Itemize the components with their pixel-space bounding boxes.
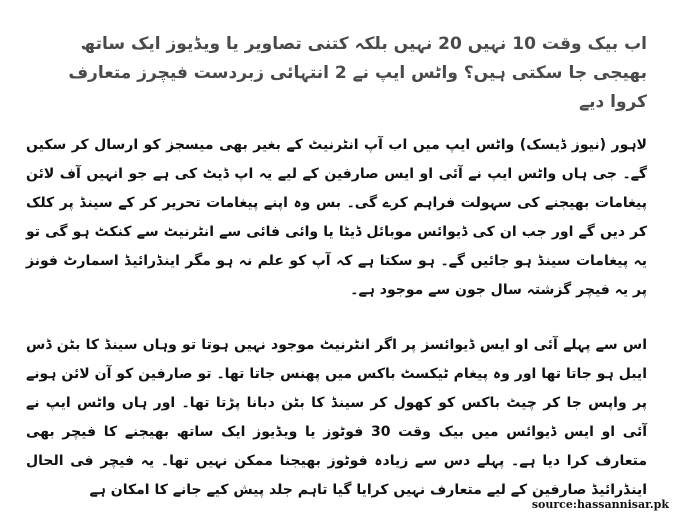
article-headline: اب بیک وقت 10 نہیں 20 نہیں بلکہ کتنی تصاویر یا ویڈیوز ایک ساتھ بھیجی جا سکتی ہیں؟ واٹس ایپ نے 2 انتہائی زبردست فیچرز متعارف کروا دیے — [68, 34, 647, 112]
article-paragraph-1: لاہور (نیوز ڈیسک) واٹس ایپ میں اب آپ انٹرنیٹ کے بغیر بھی میسجز کو ارسال کر سکیں گے۔ جی ہاں واٹس ایپ نے آئی او ایس صارفین کے لیے یہ اپ ڈیٹ کی ہے جو انہیں آف لائن پیغامات بھیجنے کی سہولت فراہم کرے گی۔ بس وہ اپنے پیغامات تحریر کر کے سینڈ پر کلک کر دیں گے اور جب ان کی ڈیوائس موبائل ڈیٹا یا وائی فائی سے انٹرنیٹ سے کنکٹ ہو گی تو یہ پیغامات سینڈ ہو جائیں گے۔ ہو سکتا ہے کہ آپ کو علم نہ ہو مگر اینڈرائیڈ اسمارٹ فونز پر یہ فیچر گزشتہ سال جون سے موجود ہے۔ — [26, 137, 647, 298]
article-paragraph-2: اس سے پہلے آئی او ایس ڈیوائسز پر اگر انٹرنیٹ موجود نہیں ہوتا تو وہاں سینڈ کا بٹن ڈس ایبل ہو جاتا تھا اور وہ پیغام ٹیکسٹ باکس میں پھنس جاتا تھا۔ تو صارفین کو آن لائن ہونے پر واپس جا کر چیٹ باکس کو کھول کر سینڈ کا بٹن دبانا پڑتا تھا۔ اور ہاں واٹس ایپ نے آئی او ایس ڈیوائس میں بیک وقت 30 فوٹوز یا ویڈیوز ایک ساتھ بھیجنے کا فیچر بھی متعارف کرا دیا ہے۔ پہلے دس سے زیادہ فوٹوز بھیجنا ممکن نہیں تھا۔ یہ فیچر فی الحال اینڈرائیڈ صارفین کے لیے متعارف نہیں کرایا گیا تاہم جلد پیش کیے جانے کا امکان ہے — [26, 337, 647, 498]
source-credit: source:hassannisar.pk — [531, 498, 669, 511]
